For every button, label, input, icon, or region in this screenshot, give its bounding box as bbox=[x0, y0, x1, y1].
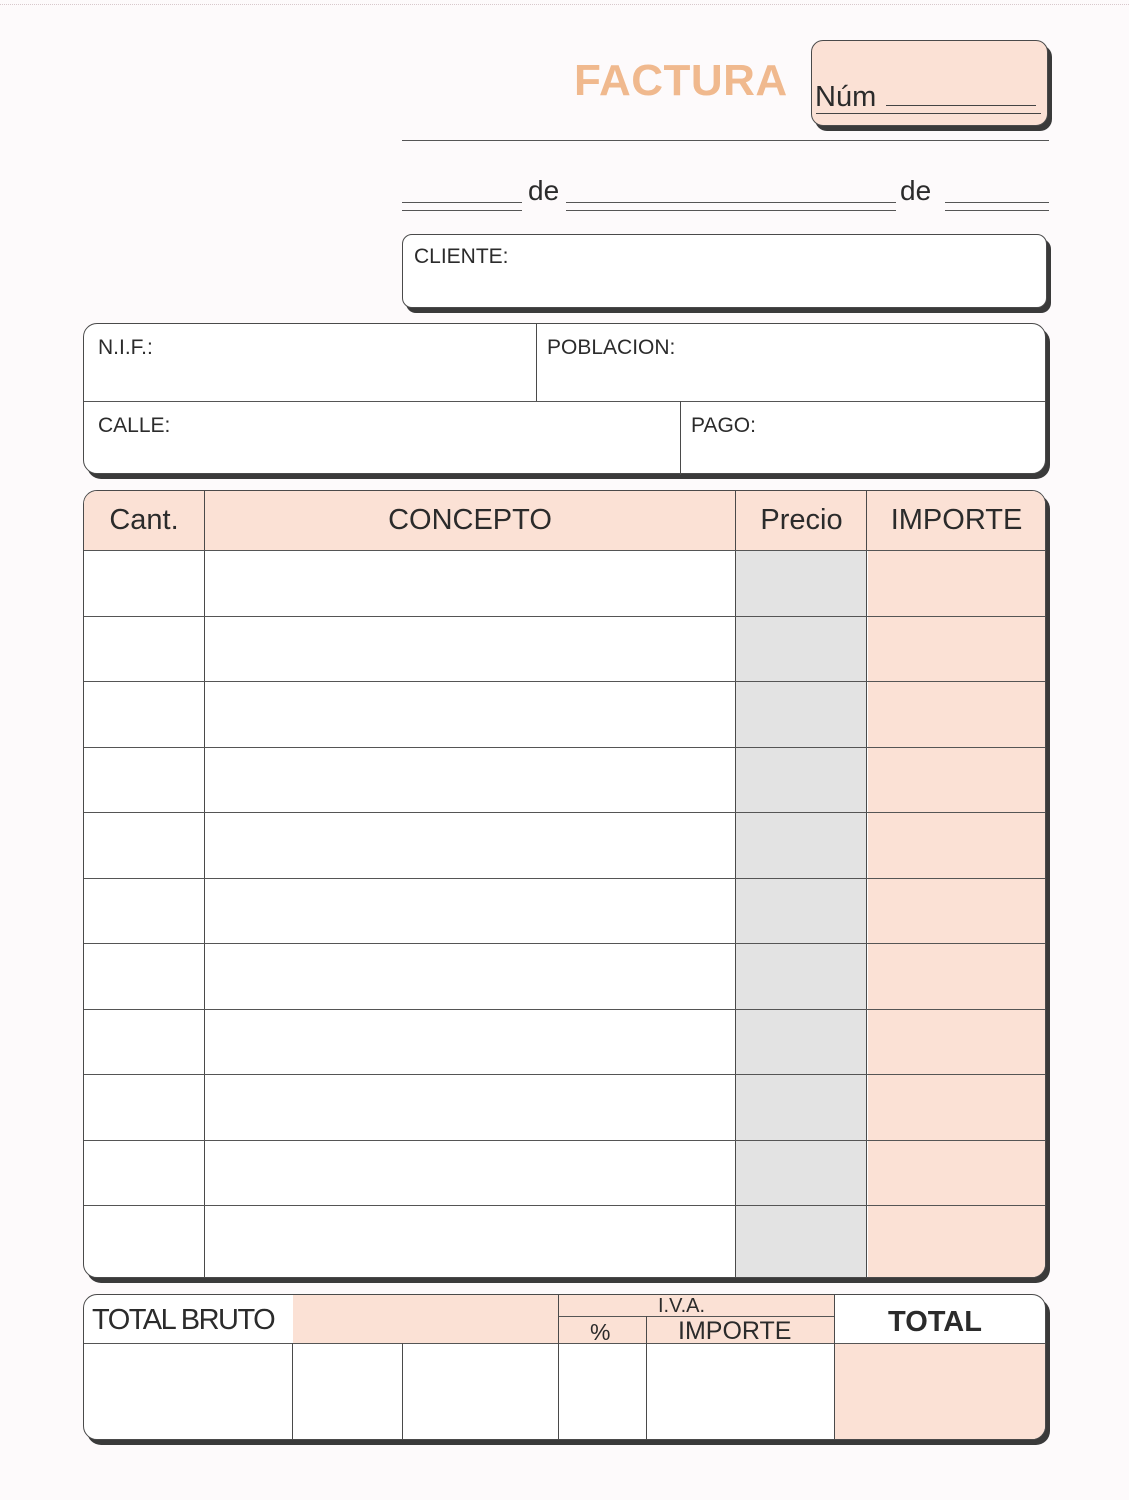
totals-divider bbox=[834, 1295, 835, 1440]
table-row-line bbox=[84, 681, 1045, 682]
nif-label: N.I.F.: bbox=[98, 336, 153, 359]
column-header-cant: Cant. bbox=[109, 504, 179, 536]
items-table bbox=[83, 490, 1046, 1278]
invoice-number-line bbox=[886, 105, 1036, 106]
column-divider bbox=[204, 491, 205, 1278]
table-row-line bbox=[84, 812, 1045, 813]
table-row-line bbox=[84, 1074, 1045, 1075]
calle-label: CALLE: bbox=[98, 414, 171, 437]
totals-divider bbox=[646, 1316, 647, 1440]
info-divider-bottom bbox=[680, 401, 681, 475]
date-year-line[interactable] bbox=[945, 202, 1049, 203]
date-day-underline bbox=[402, 210, 522, 211]
total-label: TOTAL bbox=[888, 1306, 982, 1338]
header-divider bbox=[84, 550, 1045, 551]
iva-subheader-divider bbox=[558, 1316, 834, 1317]
date-day-line[interactable] bbox=[402, 202, 522, 203]
totals-header-divider bbox=[84, 1343, 1045, 1344]
date-de-1: de bbox=[528, 175, 560, 206]
column-divider bbox=[866, 491, 867, 1278]
iva-label: I.V.A. bbox=[658, 1295, 706, 1317]
date-month-underline bbox=[566, 210, 896, 211]
table-row-line bbox=[84, 1205, 1045, 1206]
client-info-box bbox=[83, 323, 1046, 474]
column-header-importe: IMPORTE bbox=[890, 504, 1023, 536]
date-de-2: de bbox=[900, 175, 932, 206]
table-row-line bbox=[84, 943, 1045, 944]
price-column-fill bbox=[736, 550, 866, 1278]
table-row-line bbox=[84, 1009, 1045, 1010]
table-row-line bbox=[84, 616, 1045, 617]
date-month-line[interactable] bbox=[566, 202, 896, 203]
client-field[interactable] bbox=[402, 234, 1047, 308]
date-year-underline bbox=[945, 210, 1049, 211]
iva-importe-label: IMPORTE bbox=[678, 1317, 792, 1345]
table-row-line bbox=[84, 878, 1045, 879]
total-bruto-label: TOTAL BRUTO bbox=[92, 1304, 275, 1336]
iva-percent-label: % bbox=[590, 1319, 611, 1345]
column-header-concepto: CONCEPTO bbox=[388, 504, 552, 536]
totals-divider bbox=[402, 1343, 403, 1440]
total-bruto-header-fill bbox=[293, 1295, 558, 1343]
info-divider-top bbox=[536, 324, 537, 401]
column-divider bbox=[735, 491, 736, 1278]
column-header-precio: Precio bbox=[760, 504, 843, 536]
header-rule bbox=[402, 140, 1049, 141]
totals-divider bbox=[558, 1295, 559, 1440]
client-label: CLIENTE: bbox=[414, 245, 509, 268]
importe-column-fill bbox=[868, 550, 1046, 1278]
invoice-number-underline bbox=[816, 113, 1041, 114]
totals-divider bbox=[292, 1343, 293, 1440]
table-row-line bbox=[84, 1140, 1045, 1141]
poblacion-label: POBLACION: bbox=[547, 336, 676, 359]
total-value-fill bbox=[835, 1343, 1046, 1440]
info-row-divider bbox=[84, 401, 1045, 402]
invoice-number-box[interactable] bbox=[811, 40, 1048, 126]
page-edge-perforation bbox=[0, 4, 1129, 5]
totals-table bbox=[83, 1294, 1046, 1440]
pago-label: PAGO: bbox=[691, 414, 756, 437]
invoice-number-label: Núm bbox=[815, 81, 877, 113]
invoice-title: FACTURA bbox=[574, 56, 788, 105]
table-row-line bbox=[84, 747, 1045, 748]
